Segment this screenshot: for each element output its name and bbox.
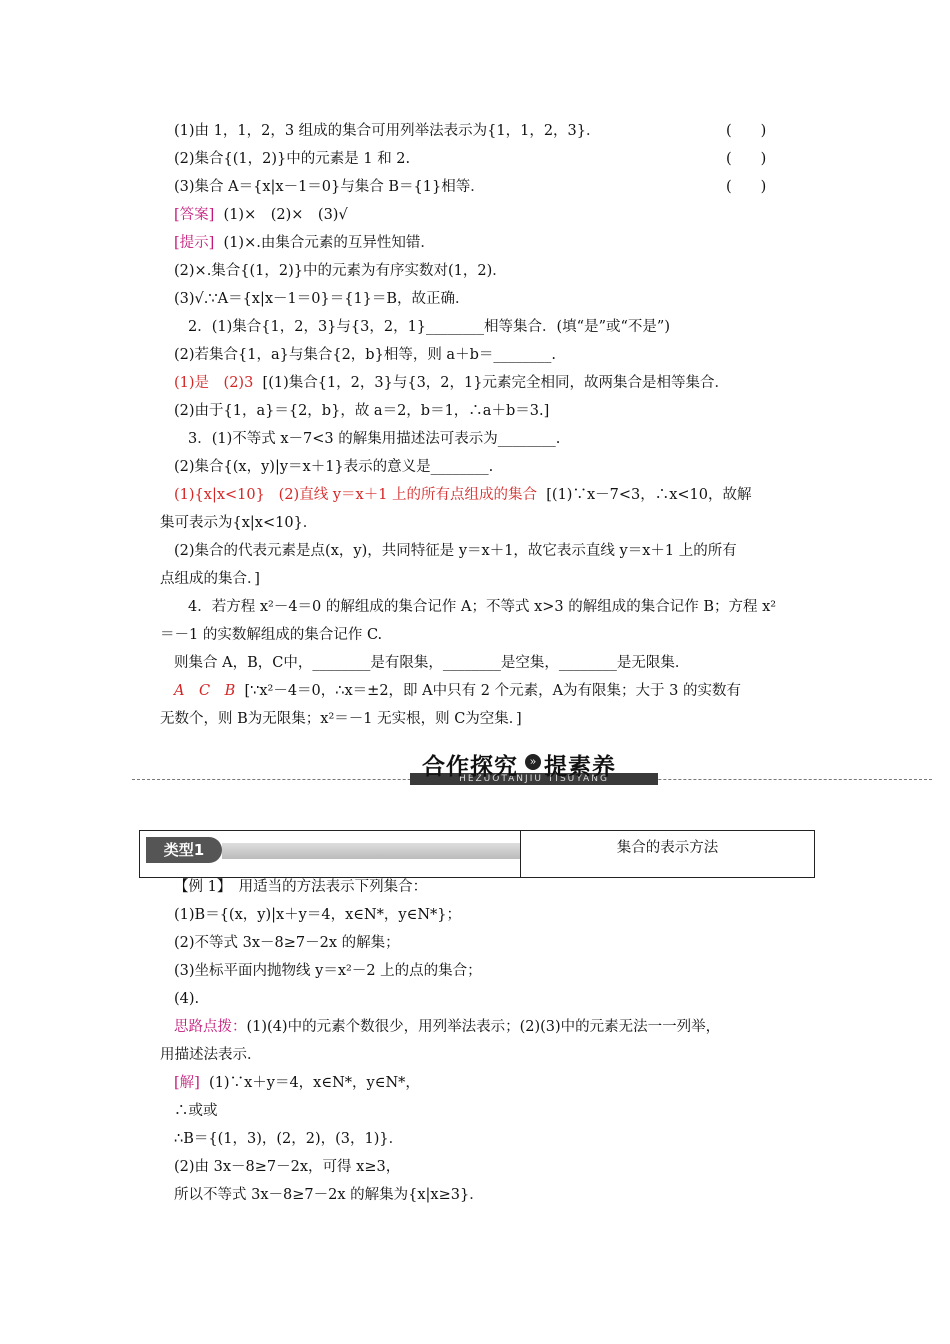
answer-paren-3: ( ) bbox=[726, 179, 767, 195]
q1-item-1: (1)由 1，1，2，3 组成的集合可用列举法表示为{1，1，2，3}． bbox=[174, 123, 601, 139]
q3-answer-explain: [(1)∵x－7<3，∴x<10，故解 bbox=[546, 487, 752, 503]
q3-answer-red-1: (1){x|x<10} bbox=[174, 487, 265, 503]
hint-line-2: (2)×.集合{(1，2)}中的元素为有序实数对(1，2)． bbox=[174, 263, 507, 279]
q3-line-1: 3．(1)不等式 x－7<3 的解集用描述法可表示为________. bbox=[188, 431, 561, 447]
q3-answer-line-3: (2)集合的代表元素是点(x，y)，共同特征是 y＝x＋1，故它表示直线 y＝x＋1 上的所有 bbox=[174, 543, 737, 559]
example-item-3: (3)坐标平面内抛物线 y＝x²－2 上的点的集合； bbox=[174, 963, 482, 979]
q4-line-2: ＝－1 的实数解组成的集合记作 C. bbox=[160, 627, 383, 643]
answer-line bbox=[174, 205, 348, 225]
q1-item-2: (2)集合{(1，2)}中的元素是 1 和 2. bbox=[174, 151, 411, 167]
type-name: 集合的表示方法 bbox=[616, 840, 719, 856]
type-tag: 类型1 bbox=[146, 837, 222, 863]
type-decor-bar bbox=[222, 843, 520, 859]
answer-tag: [答案] bbox=[174, 207, 215, 223]
solution-text-1: (1)∵x＋y＝4，x∈N*，y∈N*， bbox=[209, 1075, 420, 1091]
q4-line-3: 则集合 A，B，C中，________是有限集，________是空集，________是无限集． bbox=[174, 655, 690, 671]
solution-line-5: 所以不等式 3x－8≥7－2x 的解集为{x|x≥3}． bbox=[174, 1187, 484, 1203]
solution-line-4: (2)由 3x－8≥7－2x，可得 x≥3， bbox=[174, 1159, 401, 1175]
hint-text: (1)×.由集合元素的互异性知错． bbox=[223, 235, 435, 251]
q3-answer-line bbox=[174, 485, 752, 505]
section-banner bbox=[132, 748, 932, 792]
q2-answer-line bbox=[174, 373, 729, 393]
q3-answer-red-2: (2)直线 y＝x＋1 上的所有点组成的集合 bbox=[278, 487, 538, 503]
think-line bbox=[174, 1017, 720, 1037]
solution-line-2: ∴或或 bbox=[174, 1103, 218, 1119]
banner-title-left: 合作探究 bbox=[422, 754, 518, 780]
solution-tag: [解] bbox=[174, 1075, 200, 1091]
banner-subtitle: HEZUOTANJIU TISUYANG bbox=[410, 773, 658, 785]
q3-answer-line-4: 点组成的集合．] bbox=[160, 571, 260, 587]
think-text: (1)(4)中的元素个数很少，用列举法表示；(2)(3)中的元素无法一一列举， bbox=[246, 1019, 721, 1035]
q4-answer-red: A C B bbox=[174, 683, 236, 699]
q4-answer-line-2: 无数个，则 B为无限集；x²＝－1 无实根，则 C为空集．] bbox=[160, 711, 522, 727]
q1-item-3: (3)集合 A＝{x|x－1＝0}与集合 B＝{1}相等． bbox=[174, 179, 485, 195]
banner-title-right: 提素养 bbox=[544, 754, 616, 780]
think-line-2: 用描述法表示． bbox=[160, 1047, 262, 1063]
q2-answer-red: (1)是 (2)3 bbox=[174, 375, 254, 391]
q4-line-1: 4．若方程 x²－4＝0 的解组成的集合记作 A；不等式 x>3 的解组成的集合记作 B；方程 x² bbox=[188, 599, 777, 615]
hint-line bbox=[174, 233, 435, 253]
q4-answer-line bbox=[174, 681, 741, 701]
example-item-2: (2)不等式 3x－8≥7－2x 的解集； bbox=[174, 935, 400, 951]
answer-text: (1)× (2)× (3)√ bbox=[223, 207, 348, 223]
type-label-area bbox=[140, 831, 520, 877]
hint-line-3: (3)√.∵A＝{x|x－1＝0}＝{1}＝B，故正确． bbox=[174, 291, 470, 307]
example-item-1: (1)B＝{(x，y)|x＋y＝4，x∈N*，y∈N*}； bbox=[174, 907, 462, 923]
q4-answer-explain: [∵x²－4＝0，∴x＝±2，即 A中只有 2 个元素，A为有限集；大于 3 的实数有 bbox=[244, 683, 741, 699]
q2-line-2: (2)若集合{1，a}与集合{2，b}相等，则 a＋b＝________. bbox=[174, 347, 556, 363]
q2-answer-line-2: (2)由于{1，a}＝{2，b}，故 a＝2，b＝1，∴a＋b＝3.] bbox=[174, 403, 550, 419]
q3-line-2: (2)集合{(x，y)|y＝x＋1}表示的意义是________. bbox=[174, 459, 494, 475]
example-title: 【例 1】 用适当的方法表示下列集合： bbox=[174, 879, 428, 895]
chevron-right-icon: » bbox=[525, 754, 541, 770]
q2-line-1: 2．(1)集合{1，2，3}与{3，2，1}________相等集合．(填“是”或“不是”) bbox=[188, 319, 670, 335]
example-item-4: (4). bbox=[174, 991, 200, 1007]
solution-line-3: ∴B＝{(1，3)，(2，2)，(3，1)}． bbox=[174, 1131, 404, 1147]
think-tag: 思路点拨： bbox=[174, 1019, 247, 1035]
answer-paren-1: ( ) bbox=[726, 123, 767, 139]
type-heading-box bbox=[139, 830, 815, 878]
hint-tag: [提示] bbox=[174, 235, 215, 251]
solution-line-1 bbox=[174, 1073, 420, 1093]
answer-paren-2: ( ) bbox=[726, 151, 767, 167]
q3-answer-line-2: 集可表示为{x|x<10}． bbox=[160, 515, 318, 531]
q2-answer-explain: [(1)集合{1，2，3}与{3，2，1}元素完全相同，故两集合是相等集合． bbox=[262, 375, 729, 391]
